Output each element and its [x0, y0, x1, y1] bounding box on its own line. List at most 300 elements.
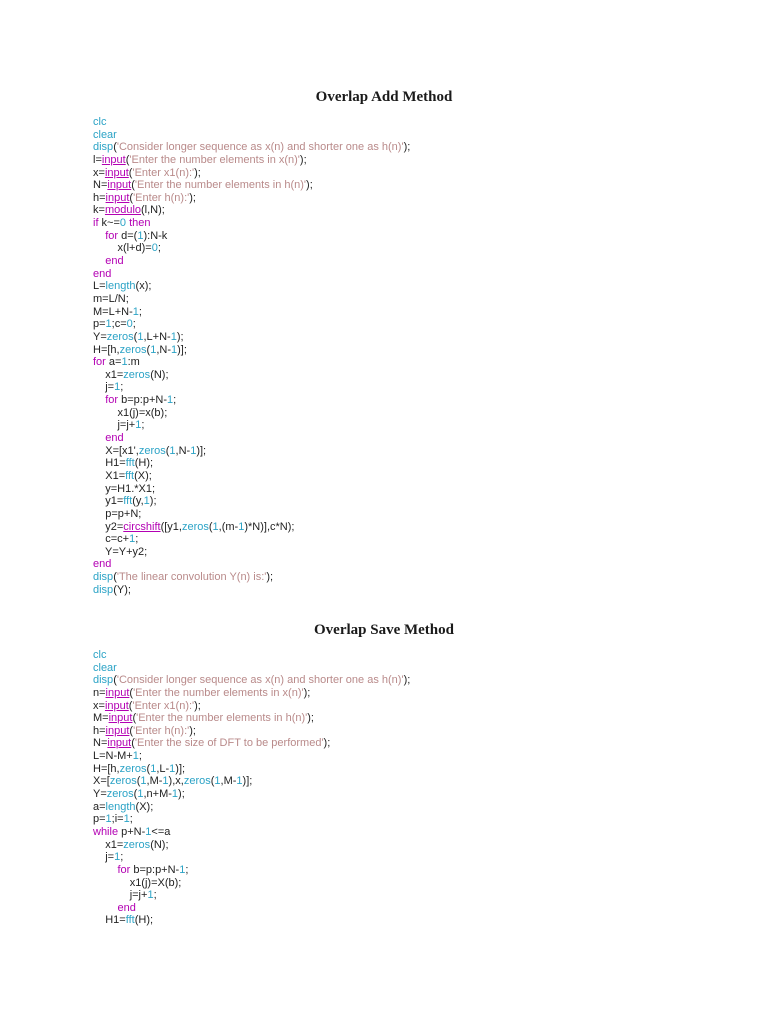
string-token: 'Enter x1(n):' [132, 699, 195, 712]
string-token: 'Enter h(n):' [133, 724, 190, 737]
code-line [93, 242, 753, 255]
code-token: ( [136, 775, 141, 788]
number-token: 0 [126, 318, 133, 331]
function-token: zeros [138, 444, 166, 457]
code-line [93, 407, 753, 420]
number-token: 1 [212, 520, 219, 533]
string-token: 'Enter h(n):' [133, 191, 190, 204]
function-token: clear [93, 128, 117, 141]
code-token: ; [173, 394, 177, 407]
keyword-token: if [93, 217, 99, 230]
number-token: 1 [140, 775, 147, 788]
code-token: )]; [177, 343, 187, 356]
number-token: 1 [179, 863, 186, 876]
number-token: 1 [190, 444, 197, 457]
keyword-token: then [126, 217, 151, 230]
code-line [93, 280, 753, 293]
code-line [93, 306, 753, 319]
number-token: 1 [143, 495, 150, 508]
code-token: (H); [134, 914, 154, 927]
number-token: 1 [150, 343, 157, 356]
function-token: fft [125, 914, 135, 927]
code-line [93, 230, 753, 243]
code-line [93, 902, 753, 915]
code-token: x1(j)=X(b); [129, 876, 182, 889]
number-token: 1 [132, 750, 139, 763]
code-token: )]; [196, 444, 207, 457]
keyword-token: for [105, 394, 119, 407]
code-line [93, 687, 753, 700]
number-token: 1 [123, 813, 130, 826]
code-token: H1= [105, 457, 126, 470]
number-token: 1 [114, 851, 121, 864]
code-token: ( [128, 699, 133, 712]
code-token: y2= [105, 520, 124, 533]
code-token: k~= [98, 217, 120, 230]
code-token: ( [131, 179, 135, 192]
code-token: (y, [132, 495, 144, 508]
string-token: 'Consider longer sequence as x(n) and shorter one as h(n)' [116, 674, 404, 687]
code-line [93, 826, 753, 839]
number-token: 1 [214, 775, 221, 788]
code-token: X=[x1', [105, 444, 139, 457]
code-line [93, 268, 753, 281]
code-token: ); [303, 686, 311, 699]
code-token: ,(m- [218, 520, 239, 533]
code-indent [93, 230, 105, 242]
code-token: ; [132, 318, 136, 331]
code-token: j=j+ [129, 889, 148, 902]
code-indent [93, 407, 117, 419]
number-token: 1 [137, 330, 144, 343]
function-token: zeros [106, 788, 134, 801]
function-token: zeros [123, 838, 151, 851]
code-block-overlap-add [93, 116, 753, 596]
number-token: 1 [238, 520, 245, 533]
code-indent [93, 902, 117, 914]
code-token: ; [120, 851, 124, 864]
code-indent [93, 877, 130, 889]
keyword-token: end [93, 267, 112, 280]
code-token: ; [138, 750, 142, 763]
macro-token: input [104, 699, 129, 712]
code-token: ( [125, 153, 130, 166]
code-token: )]; [175, 762, 186, 775]
string-token: 'Enter the number elements in x(n)' [133, 686, 304, 699]
macro-token: input [107, 179, 132, 192]
code-line [93, 167, 753, 180]
code-token: ( [113, 141, 117, 154]
code-token: ,n+M- [143, 788, 172, 801]
code-token: ([y1, [160, 520, 182, 533]
number-token: 1 [135, 419, 142, 432]
code-token: a= [93, 800, 106, 813]
code-token: ; [185, 863, 189, 876]
code-line [93, 864, 753, 877]
code-line [93, 318, 753, 331]
function-token: fft [125, 469, 135, 482]
code-token: (N); [150, 368, 169, 381]
code-line [93, 788, 753, 801]
code-line [93, 851, 753, 864]
code-token: y1= [105, 495, 124, 508]
code-line [93, 700, 753, 713]
string-token: 'Enter the number elements in h(n)' [134, 179, 307, 192]
macro-token: modulo [104, 204, 142, 217]
code-token: X=[ [93, 775, 110, 788]
code-line [93, 558, 753, 571]
code-token: ( [129, 724, 134, 737]
code-token: )*N)],c*N); [244, 520, 295, 533]
code-token: ( [129, 686, 134, 699]
code-token: p+N- [118, 825, 146, 838]
number-token: 1 [114, 381, 121, 394]
code-token: :m [127, 356, 140, 369]
code-token: ; [135, 533, 139, 546]
code-token: M= [93, 712, 109, 725]
code-line [93, 584, 753, 597]
code-token: ; [141, 419, 145, 432]
code-token: ( [210, 775, 215, 788]
code-token: ( [128, 166, 133, 179]
code-token: ( [129, 191, 134, 204]
code-token: ( [165, 444, 170, 457]
function-token: length [105, 280, 136, 293]
code-token: ); [299, 153, 307, 166]
code-token: (Y); [113, 583, 131, 596]
code-indent [93, 445, 105, 457]
code-token: ( [132, 712, 137, 725]
number-token: 0 [119, 217, 127, 230]
code-indent [93, 495, 105, 507]
keyword-token: end [105, 432, 124, 445]
code-line [93, 495, 753, 508]
code-line [93, 293, 753, 306]
code-token: L= [93, 280, 106, 293]
code-token: M=L+N- [93, 305, 133, 318]
code-line [93, 763, 753, 776]
code-token: ); [194, 699, 201, 712]
code-token: (X); [134, 469, 152, 482]
code-token: ,L+N- [143, 330, 171, 343]
code-token: ); [178, 788, 185, 801]
code-line [93, 737, 753, 750]
code-line [93, 649, 753, 662]
code-token: (H); [134, 457, 154, 470]
string-token: 'Enter the number elements in x(n)' [129, 153, 300, 166]
code-indent [93, 839, 105, 851]
code-token: ( [133, 330, 138, 343]
code-token: ; [120, 381, 124, 394]
code-line [93, 192, 753, 205]
code-line [93, 356, 753, 369]
code-line [93, 141, 753, 154]
code-line [93, 381, 753, 394]
code-indent [93, 521, 105, 533]
number-token: 1 [145, 825, 152, 838]
code-token: ; [157, 242, 161, 255]
macro-token: input [107, 737, 132, 750]
code-token: )]; [242, 775, 253, 788]
code-token: ; [129, 813, 133, 826]
code-token: ,M- [146, 775, 163, 788]
code-indent [93, 457, 105, 469]
function-token: zeros [119, 343, 147, 356]
function-token: clear [93, 661, 117, 674]
code-token: ); [189, 191, 196, 204]
number-token: 1 [132, 305, 139, 318]
code-line [93, 508, 753, 521]
code-token: j= [105, 851, 115, 864]
function-token: zeros [109, 775, 137, 788]
code-token: ( [146, 762, 151, 775]
code-indent [93, 255, 105, 267]
string-token: 'Enter the number elements in h(n)' [136, 712, 308, 725]
number-token: 1 [236, 775, 243, 788]
code-token: ); [189, 724, 196, 737]
code-token: ,L- [156, 762, 170, 775]
number-token: 1 [170, 343, 178, 356]
function-token: fft [125, 457, 135, 470]
code-token: ); [176, 330, 184, 343]
number-token: 1 [121, 356, 128, 369]
code-token: b=p:p+N- [118, 394, 167, 407]
code-token: k= [93, 204, 105, 217]
code-line [93, 255, 753, 268]
code-line [93, 394, 753, 407]
function-token: clc [93, 116, 107, 128]
code-token: ); [323, 737, 331, 750]
code-token: ;c= [111, 318, 127, 331]
code-token: H1= [105, 914, 126, 927]
code-line [93, 674, 753, 687]
number-token: 1 [105, 813, 112, 826]
code-token: l= [93, 153, 102, 166]
code-line [93, 116, 753, 129]
code-token: ( [208, 520, 213, 533]
code-line [93, 712, 753, 725]
code-indent [93, 369, 105, 381]
code-line [93, 457, 753, 470]
number-token: 1 [162, 775, 169, 788]
code-line [93, 204, 753, 217]
code-token: X1= [105, 469, 126, 482]
code-token: N= [93, 737, 108, 750]
code-token: H=[h, [93, 762, 120, 775]
code-token: (N); [150, 838, 169, 851]
code-token: p= [93, 813, 106, 826]
code-indent [93, 546, 105, 558]
macro-token: input [101, 153, 126, 166]
code-line [93, 129, 753, 142]
code-indent [93, 851, 105, 863]
section-title-overlap-save: Overlap Save Method [314, 622, 454, 638]
number-token: 1 [170, 330, 177, 343]
code-token: x1= [105, 838, 124, 851]
code-token: ); [266, 571, 274, 584]
code-token: p=p+N; [105, 507, 142, 520]
code-token: ):N-k [143, 229, 168, 242]
code-line [93, 483, 753, 496]
keyword-token: end [93, 558, 112, 571]
code-line [93, 914, 753, 927]
code-token: ( [131, 737, 135, 750]
number-token: 1 [150, 762, 157, 775]
code-token: ); [307, 712, 314, 725]
code-token: d=( [118, 229, 138, 242]
code-token: Y=Y+y2; [105, 545, 148, 558]
code-line [93, 432, 753, 445]
number-token: 1 [169, 762, 176, 775]
code-indent [93, 419, 117, 431]
number-token: 1 [147, 889, 154, 902]
code-line [93, 889, 753, 902]
keyword-token: end [117, 901, 136, 914]
number-token: 0 [151, 242, 158, 255]
code-token: Y= [93, 330, 107, 343]
section-title-overlap-add: Overlap Add Method [315, 89, 453, 105]
function-token: zeros [119, 762, 147, 775]
code-token: a= [105, 356, 122, 369]
number-token: 1 [167, 394, 174, 407]
code-token: x= [93, 166, 105, 179]
code-block-overlap-save [93, 649, 753, 927]
code-line [93, 801, 753, 814]
number-token: 1 [169, 444, 176, 457]
code-indent [93, 394, 105, 406]
code-token: p= [93, 318, 106, 331]
code-token: ); [306, 179, 313, 192]
code-token: ( [113, 571, 117, 584]
macro-token: input [108, 712, 133, 725]
number-token: 1 [129, 533, 136, 546]
code-line [93, 344, 753, 357]
code-token: (X); [135, 800, 154, 813]
code-indent [93, 381, 105, 393]
code-token: ,M- [220, 775, 237, 788]
code-token: ;i= [111, 813, 124, 826]
code-line [93, 521, 753, 534]
function-token: clc [93, 649, 107, 661]
code-line [93, 662, 753, 675]
code-token: j= [105, 381, 115, 394]
code-token: j=j+ [117, 419, 136, 432]
code-token: ),x, [168, 775, 184, 788]
code-indent [93, 242, 117, 254]
keyword-token: for [93, 356, 106, 369]
macro-token: input [105, 724, 130, 737]
code-token: b=p:p+N- [130, 863, 180, 876]
code-line [93, 217, 753, 230]
code-line [93, 775, 753, 788]
number-token: 1 [137, 788, 144, 801]
code-token: ,N- [175, 444, 191, 457]
code-line [93, 839, 753, 852]
code-token: ( [146, 343, 151, 356]
code-token: x1(j)=x(b); [117, 406, 168, 419]
code-line [93, 154, 753, 167]
code-line [93, 877, 753, 890]
string-token: 'Consider longer sequence as x(n) and shorter one as h(n)' [116, 141, 404, 154]
code-token: Y= [93, 788, 107, 801]
code-token: x= [93, 699, 105, 712]
code-line [93, 331, 753, 344]
keyword-token: end [105, 255, 124, 268]
code-token: ); [403, 141, 411, 154]
code-indent [93, 533, 105, 545]
code-indent [93, 483, 105, 495]
code-token: h= [93, 724, 106, 737]
code-line [93, 419, 753, 432]
code-line [93, 533, 753, 546]
code-token: n= [93, 686, 106, 699]
code-token: ; [138, 305, 142, 318]
code-token: (x); [135, 280, 152, 293]
number-token: 1 [137, 229, 144, 242]
string-token: 'Enter the size of DFT to be performed' [134, 737, 324, 750]
function-token: disp [93, 674, 114, 687]
code-token: c=c+ [105, 533, 130, 546]
code-token: x1= [105, 368, 124, 381]
code-token: ); [194, 166, 201, 179]
code-token: x(l+d)= [117, 242, 152, 255]
keyword-token: for [117, 863, 131, 876]
code-line [93, 813, 753, 826]
code-line [93, 571, 753, 584]
code-token: ( [133, 788, 138, 801]
code-token: (l,N); [141, 204, 165, 217]
code-token: H=[h, [93, 343, 120, 356]
macro-token: circshift [123, 520, 161, 533]
function-token: zeros [106, 330, 134, 343]
code-line [93, 725, 753, 738]
function-token: disp [93, 583, 114, 596]
keyword-token: while [93, 825, 119, 838]
code-indent [93, 864, 117, 876]
code-token: ); [403, 674, 411, 687]
code-line [93, 470, 753, 483]
code-token: m=L/N; [93, 292, 129, 305]
code-token: L=N-M+ [93, 750, 133, 763]
string-token: 'Enter x1(n):' [132, 166, 195, 179]
function-token: disp [93, 571, 114, 584]
code-indent [93, 470, 105, 482]
code-token: ); [149, 495, 157, 508]
function-token: fft [123, 495, 133, 508]
code-token: h= [93, 191, 106, 204]
code-indent [93, 889, 130, 901]
code-line [93, 546, 753, 559]
code-token: N= [93, 179, 108, 192]
string-token: 'The linear convolution Y(n) is:' [116, 571, 267, 584]
code-token: <=a [151, 825, 171, 838]
number-token: 1 [171, 788, 179, 801]
macro-token: input [104, 166, 129, 179]
code-line [93, 750, 753, 763]
keyword-token: for [105, 229, 119, 242]
code-indent [93, 508, 105, 520]
code-line [93, 179, 753, 192]
number-token: 1 [105, 318, 112, 331]
code-line [93, 369, 753, 382]
macro-token: input [105, 686, 130, 699]
function-token: length [105, 800, 136, 813]
function-token: zeros [181, 520, 209, 533]
code-token: y=H1.*X1; [105, 482, 156, 495]
code-token: ( [113, 674, 117, 687]
function-token: disp [93, 141, 114, 154]
code-token: ,N- [156, 343, 171, 356]
